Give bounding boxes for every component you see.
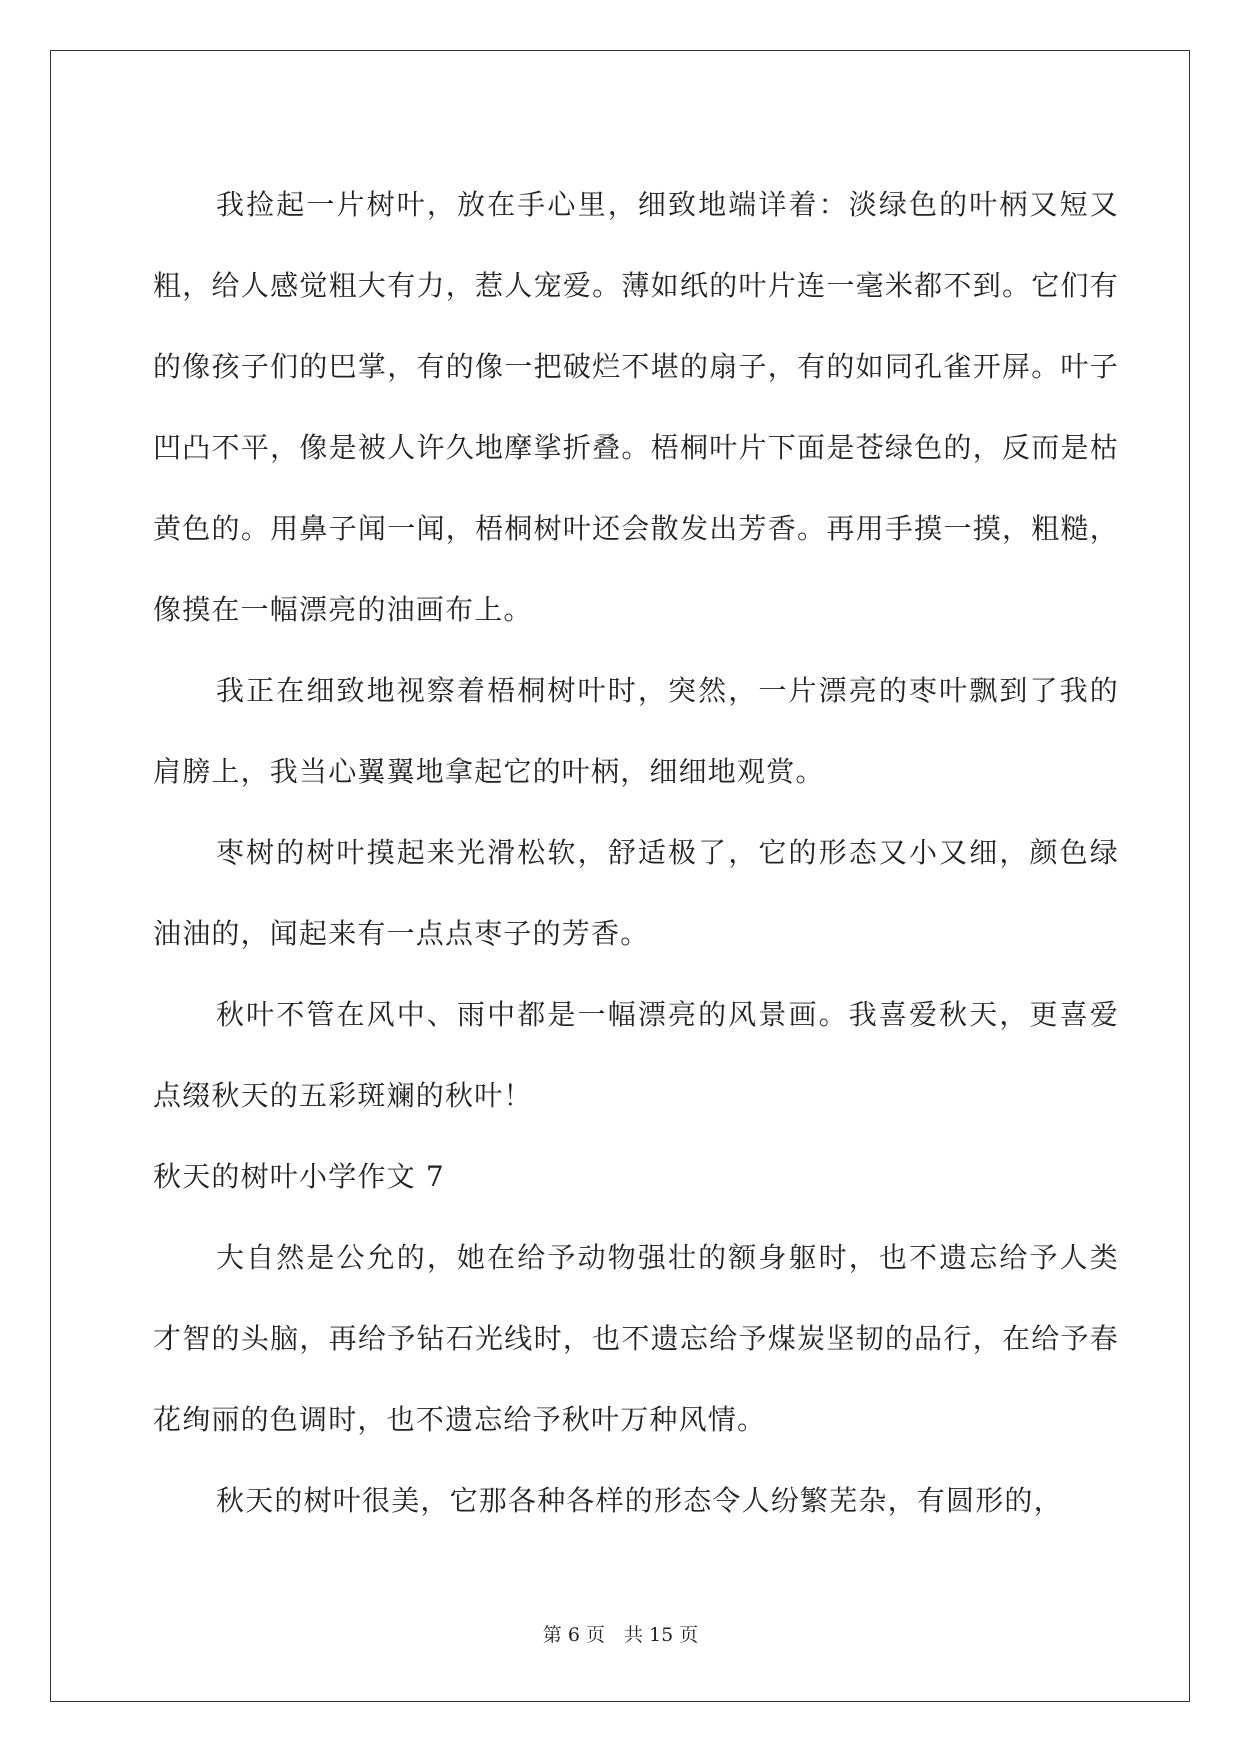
document-body — [153, 164, 1119, 1541]
paragraph: 枣树的树叶摸起来光滑松软，舒适极了，它的形态又小又细，颜色绿油油的，闻起来有一点点枣子的芳香。 — [153, 836, 1119, 950]
paragraph: 大自然是公允的，她在给予动物强壮的额身躯时，也不遗忘给予人类才智的头脑，再给予钻石光线时，也不遗忘给予煤炭坚韧的品行，在给予春花绚丽的色调时，也不遗忘给予秋叶万种风情。 — [153, 1241, 1119, 1436]
paragraph: 秋叶不管在风中、雨中都是一幅漂亮的风景画。我喜爱秋天，更喜爱点缀秋天的五彩斑斓的秋叶！ — [153, 998, 1119, 1112]
section-title: 秋天的树叶小学作文 7 — [153, 1160, 445, 1193]
paragraph: 秋天的树叶很美，它那各种各样的形态令人纷繁芜杂，有圆形的， — [216, 1484, 1063, 1517]
paragraph: 我正在细致地视察着梧桐树叶时，突然，一片漂亮的枣叶飘到了我的肩膀上，我当心翼翼地拿起它的叶柄，细细地观赏。 — [153, 674, 1119, 788]
paragraph: 我捡起一片树叶，放在手心里，细致地端详着：淡绿色的叶柄又短又粗，给人感觉粗大有力，惹人宠爱。薄如纸的叶片连一毫米都不到。它们有的像孩子们的巴掌，有的像一把破烂不堪的扇子，有的如同孔雀开屏。叶子凹凸不平，像是被人许久地摩挲折叠。梧桐叶片下面是苍绿色的，反而是枯黄色的。用鼻子闻一闻，梧桐树叶还会散发出芳香。再用手摸一摸，粗糙，像摸在一幅漂亮的油画布上。 — [153, 188, 1119, 626]
page-number-footer: 第 6 页 共 15 页 — [542, 1624, 699, 1646]
